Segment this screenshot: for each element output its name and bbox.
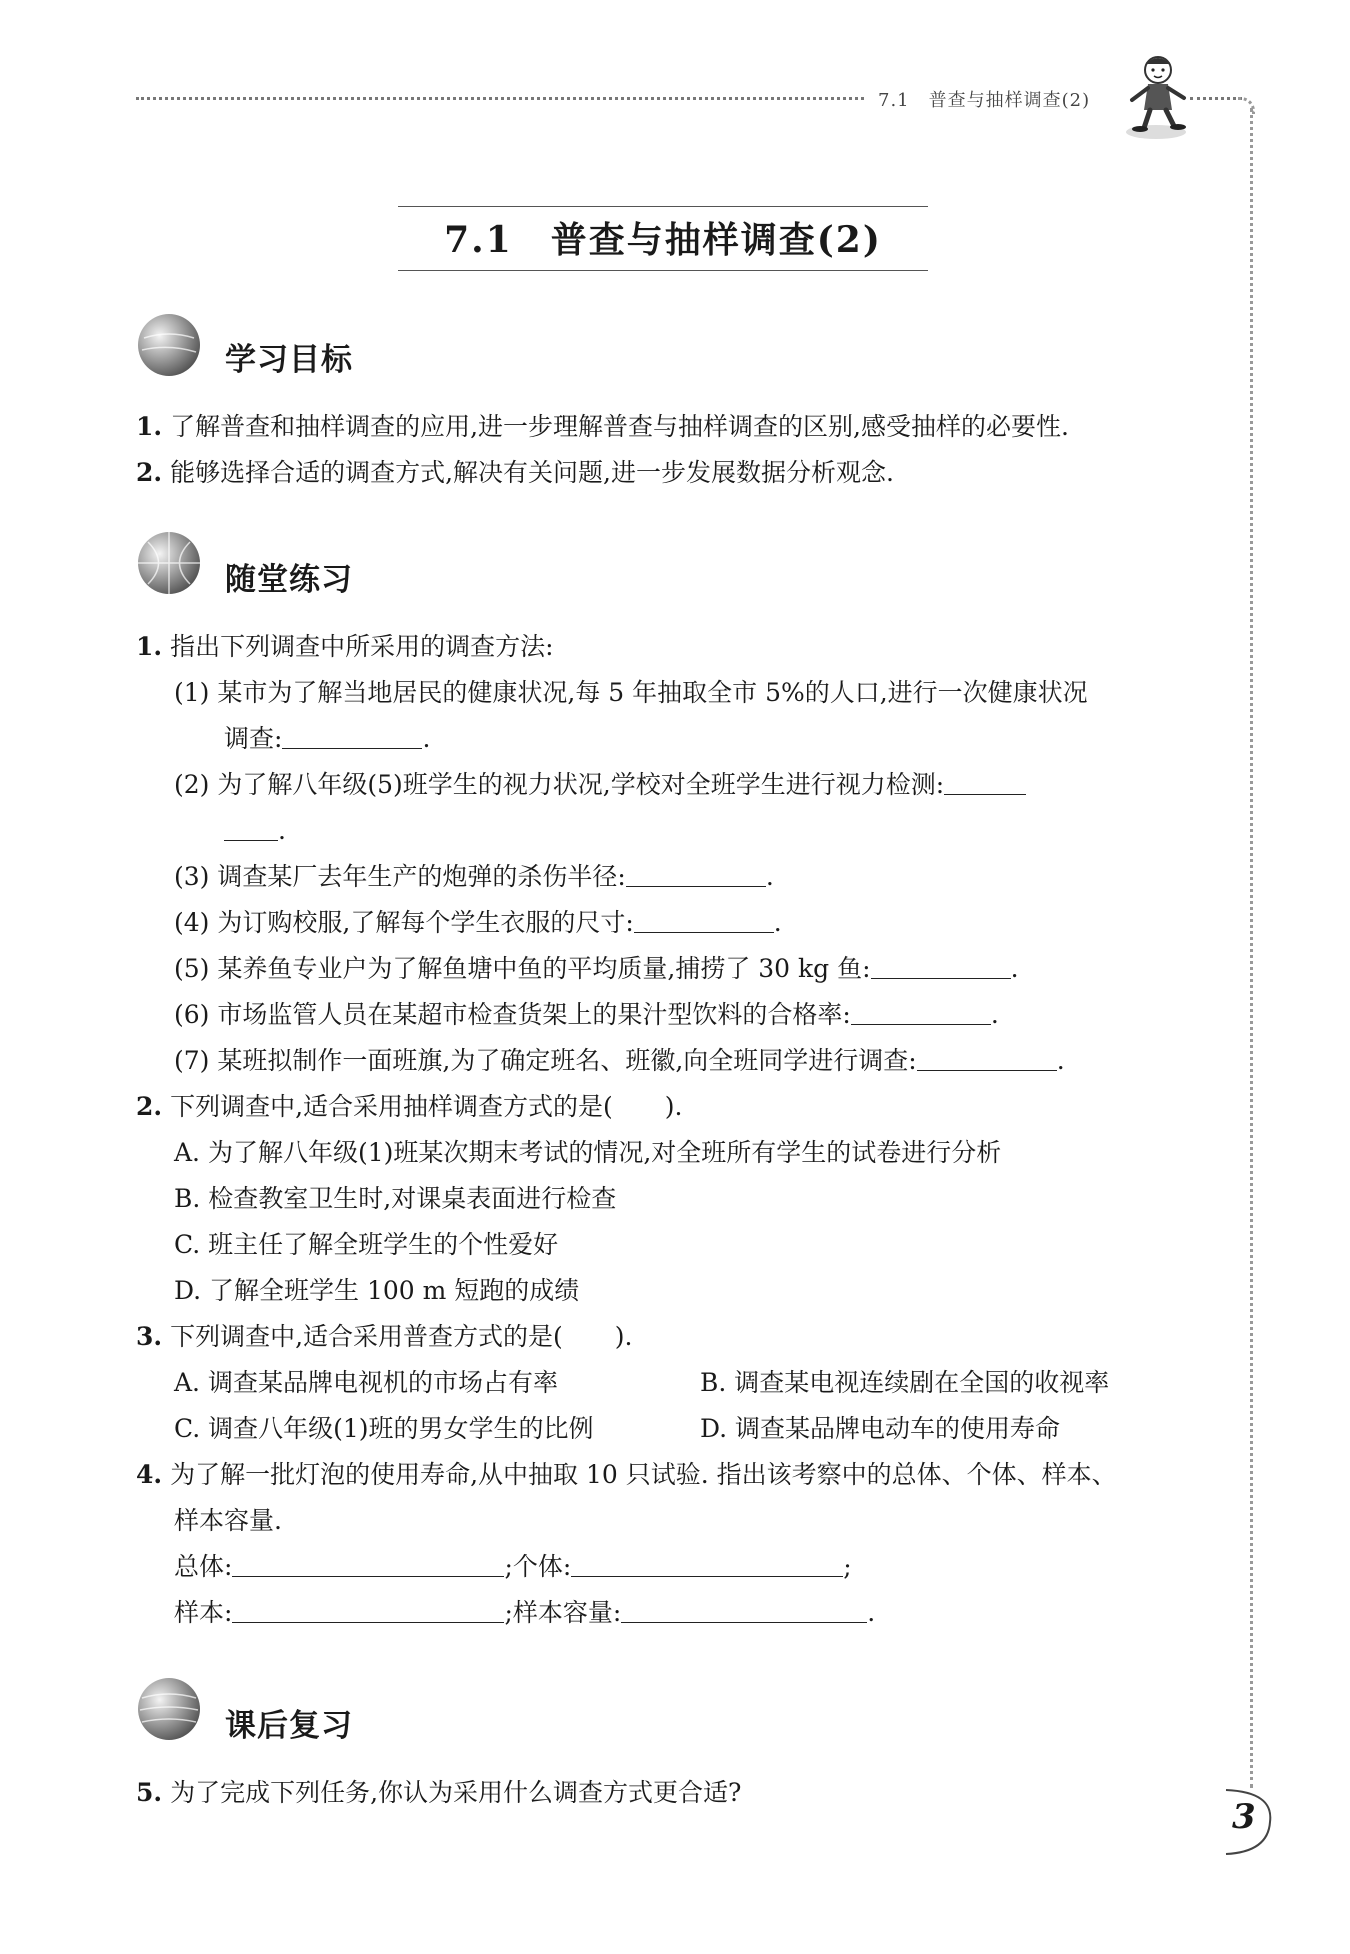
answer-blank[interactable] [851, 1000, 991, 1025]
question-1: 1. 指出下列调查中所采用的调查方法: [136, 632, 554, 661]
answer-blank-sample[interactable] [232, 1598, 504, 1623]
section-title-goals: 学习目标 [225, 342, 353, 378]
title-rule-top [398, 206, 928, 207]
answer-blank-sample-size[interactable] [621, 1598, 867, 1623]
question-5: 5. 为了完成下列任务,你认为采用什么调查方式更合适? [136, 1778, 742, 1807]
running-title: 7.1 普查与抽样调查(2) [878, 90, 1091, 111]
q1-item-cont: . [224, 814, 286, 848]
q1-item: (7) 某班拟制作一面班旗,为了确定班名、班徽,向全班同学进行调查: . [174, 1046, 1065, 1075]
side-dotted-rule [1250, 108, 1253, 1788]
section-title-review: 课后复习 [225, 1708, 353, 1744]
q1-item: (6) 市场监管人员在某超市检查货架上的果汁型饮料的合格率: . [174, 1000, 999, 1029]
section-title-practice: 随堂练习 [225, 562, 353, 598]
q1-item: (3) 调查某厂去年生产的炮弹的杀伤半径: . [174, 862, 774, 891]
question-4-cont: 样本容量. [174, 1506, 282, 1535]
q3-option: A. 调查某品牌电视机的市场占有率 [174, 1368, 558, 1397]
q2-option: B. 检查教室卫生时,对课桌表面进行检查 [174, 1184, 617, 1213]
answer-blank[interactable] [626, 862, 766, 887]
answer-blank[interactable] [282, 724, 422, 749]
answer-blank[interactable] [224, 816, 278, 841]
question-2: 2. 下列调查中,适合采用抽样调查方式的是( ). [136, 1092, 683, 1121]
globe-icon [136, 530, 202, 596]
q1-item-cont: 调查: . [224, 724, 431, 753]
q1-item: (4) 为订购校服,了解每个学生衣服的尺寸: . [174, 908, 782, 937]
answer-blank[interactable] [917, 1046, 1057, 1071]
q1-item: (2) 为了解八年级(5)班学生的视力状况,学校对全班学生进行视力检测: [174, 768, 1026, 802]
cartoon-mascot-icon [1118, 52, 1198, 142]
q2-option: D. 了解全班学生 100 m 短跑的成绩 [174, 1276, 580, 1305]
q3-option: D. 调查某品牌电动车的使用寿命 [700, 1414, 1061, 1443]
globe-icon [136, 1676, 202, 1742]
title-rule-bottom [398, 270, 928, 271]
q1-item: (5) 某养鱼专业户为了解鱼塘中鱼的平均质量,捕捞了 30 kg 鱼: . [174, 954, 1019, 983]
answer-blank[interactable] [944, 770, 1026, 795]
answer-blank-individual[interactable] [571, 1552, 843, 1577]
globe-icon [136, 312, 202, 378]
page-title: 7.1 普查与抽样调查(2) [444, 219, 882, 261]
question-4: 4. 为了解一批灯泡的使用寿命,从中抽取 10 只试验. 指出该考察中的总体、个体、样本、 [136, 1460, 1117, 1489]
q2-option: A. 为了解八年级(1)班某次期末考试的情况,对全班所有学生的试卷进行分析 [174, 1138, 1002, 1167]
goal-item: 1. 了解普查和抽样调查的应用,进一步理解普查与抽样调查的区别,感受抽样的必要性. [136, 412, 1069, 441]
answer-blank-population[interactable] [232, 1552, 504, 1577]
page-number: 3 [1232, 1797, 1256, 1837]
q3-option: C. 调查八年级(1)班的男女学生的比例 [174, 1414, 594, 1443]
answer-blank[interactable] [634, 908, 774, 933]
header-dotted-rule [136, 97, 864, 100]
q4-fields-row1: 总体: ;个体: ; [174, 1552, 852, 1581]
goal-item: 2. 能够选择合适的调查方式,解决有关问题,进一步发展数据分析观念. [136, 458, 894, 487]
q3-option: B. 调查某电视连续剧在全国的收视率 [700, 1368, 1110, 1397]
q1-item: (1) 某市为了解当地居民的健康状况,每 5 年抽取全市 5%的人口,进行一次健康状况 [174, 678, 1088, 707]
q2-option: C. 班主任了解全班学生的个性爱好 [174, 1230, 559, 1259]
question-3: 3. 下列调查中,适合采用普查方式的是( ). [136, 1322, 633, 1351]
answer-blank[interactable] [871, 954, 1011, 979]
q4-fields-row2: 样本: ;样本容量: . [174, 1598, 876, 1627]
